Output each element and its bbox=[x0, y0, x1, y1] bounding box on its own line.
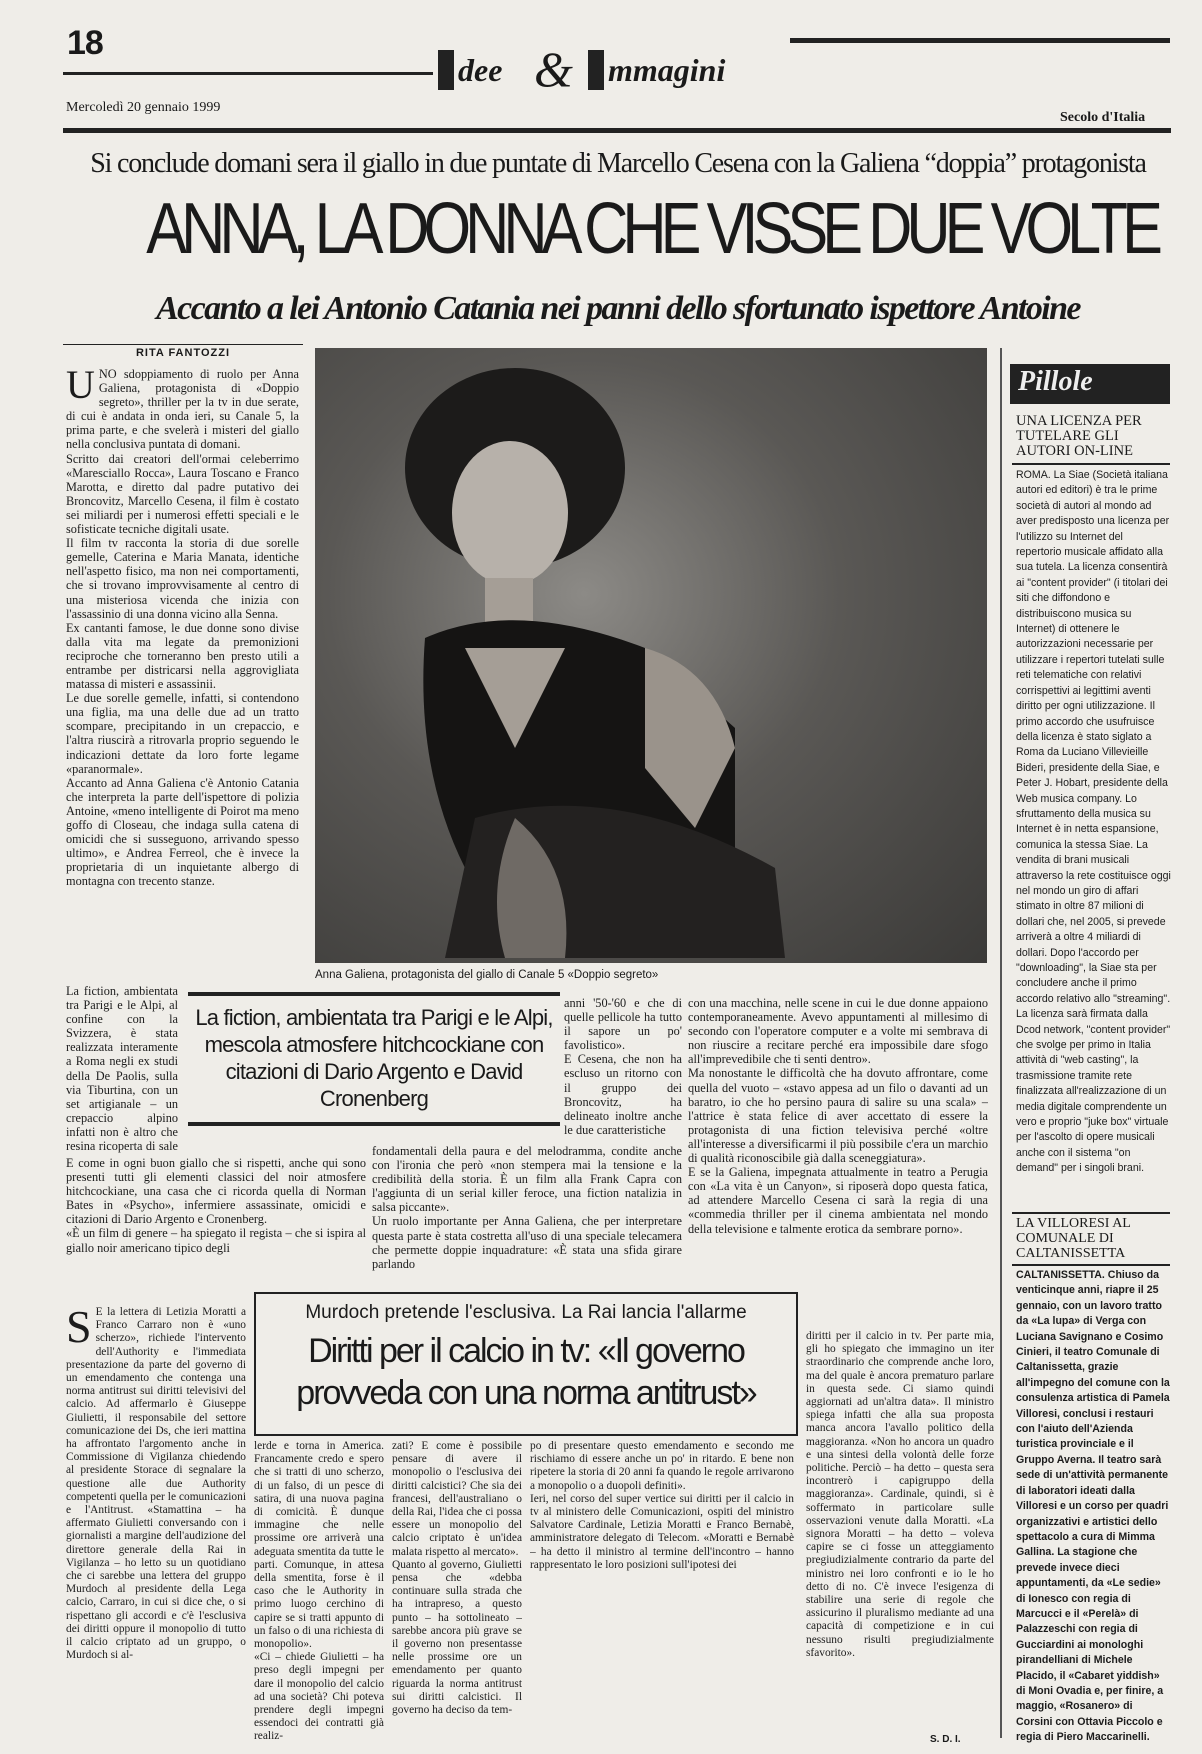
header-rule-right bbox=[790, 38, 1170, 43]
second-article-col-d: diritti per il calcio in tv. Per parte mia, gli ho spiegato che immagino un iter straordinario che comprende anche loro, ma del quale è ancora prematuro parlare in questa sede. Ci siamo quindi aggiornati ad un'altra data». Il ministro spiega infatti che alla sua proposta manca ancora l'avallo politico della maggioranza. «Non ho ancora un quadro e una sintesi della volontà delle forze politiche. Perciò – ha detto – questa sera incontrerò i capigruppo della maggioranza». Cardinale, quindi, si è soffermato in particolare sulle osservazioni venute dalla Moratti. «La signora Moratti – ha detto – voleva capire se ci fosse un atteggiamento pregiudizialmente contrario da parte del ministro nei loro confronti e io le ho detto di no. C'è invece l'esigenza di stabilire una serie di regole che assicurino il pluralismo mediante ad una capacità di competizione e in cui nessuno risulti pregiudizialmente sfavorito». bbox=[806, 1330, 994, 1659]
main-article-col1-text: NO sdoppiamento di ruolo per Anna Galiena, protagonista di «Doppio segreto», thriller per la tv in due serate, di cui è andata in onda ieri, su Canale 5, la prima parte, e che svelerà i misteri del giallo nella conclusiva puntata di domani. Scritto dai creatori dell'ormai celeberrimo «Maresciallo Rocca», Laura Toscano e Franco Marotta, e diretto dal padre putativo dei Broncovitz, Marcello Cesena, il film è costato sei miliardi per i numerosi effetti speciali e le sofisticate tecniche digitali usate. Il film tv racconta la storia di due sorelle gemelle, Caterina e Maria Manata, identiche nell'aspetto fisico, ma non nei comportamenti, che si trovano improvvisamente al centro di una misteriosa vicenda che inizia con l'assassinio di una donna vicino alla Senna. Ex cantanti famose, le due donne sono divise dalla vita ma legate da premonizioni reciproche che torneranno ben presto utili a entrambe per districarsi nella aggrovigliata matassa di misteri e assassinii. Le due sorelle gemelle, infatti, si contendono una figlia, ma una delle due ad un tratto scompare, precipitando in un crepaccio, e l'altra riuscirà a ritrovarla proprio seguendo le indicazioni dettate da loro forte legame «paranormale». Accanto ad Anna Galiena c'è Antonio Catania che interpreta la parte dell'ispettore di polizia Antoine, «meno intelligente di Poirot ma meno goffo di Closeau, che indaga sulla catena di omicidi che si susseguono, arrivando spesso ultimo», e Andrea Ferreol, che è invece la proprietaria di un inquietante albergo di montagna con trecento stanze. bbox=[66, 367, 299, 889]
section-title bbox=[438, 30, 778, 100]
main-subheadline: Accanto a lei Antonio Catania nei panni dello sfortunato ispettore Antoine bbox=[156, 290, 1080, 327]
portrait-silhouette bbox=[315, 348, 987, 963]
section-big-i bbox=[438, 50, 454, 90]
second-kicker: Murdoch pretende l'esclusiva. La Rai lancia l'allarme bbox=[305, 1302, 747, 1323]
pullquote-rule-bottom bbox=[188, 1122, 560, 1126]
pillole-logo bbox=[1010, 364, 1170, 404]
issue-date: Mercoledì 20 gennaio 1999 bbox=[66, 100, 221, 115]
paper-name: Secolo d'Italia bbox=[1060, 110, 1146, 125]
sidebar-item1-title: UNA LICENZA PER TUTELARE GLI AUTORI ON-LINE bbox=[1016, 413, 1142, 459]
photo-caption: Anna Galiena, protagonista del giallo di Canale 5 «Doppio segreto» bbox=[315, 969, 659, 981]
pullquote-rule-top bbox=[188, 992, 560, 996]
main-article-col1-bottom: E come in ogni buon giallo che si rispetti, anche qui sono presenti tutti gli elementi classici del noir atmosfere hitchcockiane, una casa che ci ricorda quella di Norman Bates in «Psycho», infermiere assassinate, omicidi e citazioni di Dario Argento e Cronenberg. «È un film di genere – ha spiegato il regista – che si ispira al giallo noir americano tipico degli bbox=[66, 1156, 366, 1255]
second-article-intro bbox=[66, 1306, 246, 1748]
main-article-col2-right: anni '50-'60 e che di quelle pellicole ha tutto il sapore un po' favolistico». E Cesena, che non ha escluso un ritorno con il gruppo dei Broncovitz, ha delineato inoltre anche le due caratteristiche bbox=[564, 996, 682, 1137]
photo-anna-galiena bbox=[315, 348, 987, 963]
second-article-col-c: po di presentare questo emendamento e secondo me rischiamo di essere anche un po' in ritardo. E bene non ripetere la storia di 20 anni fa quando le regole arrivarono a monopolio o a duopoli definiti». Ieri, nel corso del super vertice sui diritti per il calcio in tv al ministero delle Comunicazioni, ospiti del ministro Salvatore Cardinale, Letizia Moratti e Franco Bernabè, amministratore delegato di Telecom. «Moratti e Bernabè – ha detto il ministro al termine dell'incontro – hanno rappresentato le loro posizioni sull'ipotesi dei bbox=[530, 1440, 794, 1571]
section-ampersand: & bbox=[534, 41, 573, 97]
second-article-col-b: zati? E come è possibile pensare di avere il monopolio o l'esclusiva dei diritti calcistici? Che sia dei francesi, dell'australiano o della Rai, l'idea che ci possa essere un monopolio del calcio criptato è un'idea malata rispetto al mercato». Quanto al governo, Giulietti pensa che «debba continuare sulla strada che ha intrapreso, a questo punto – ha sottolineato – sarebbe ancora più grave se il governo non presentasse nelle prossime ore un emendamento per quanto riguarda la norma antitrust sui diritti calcistici. Il governo ha deciso da tem- bbox=[392, 1440, 522, 1717]
header-rule-left bbox=[63, 72, 433, 75]
second-drop-cap: S bbox=[66, 1306, 92, 1352]
main-article-col1-lower: La fiction, ambientata tra Parigi e le Alpi, al confine con la Svizzera, è stata realizzata interamente a Roma negli ex studi della De Paolis, sulla via Tiburtina, con un set artigianale – un crepaccio alpino infatti non è altro che resina ricoperta di sale bbox=[66, 984, 178, 1154]
pullquote: La fiction, ambientata tra Parigi e le Alpi, mescola atmosfere hitchcockiane con citazioni di Dario Argento e David Cronenberg bbox=[195, 1005, 553, 1111]
sidebar-item1-rule bbox=[1012, 463, 1170, 465]
sidebar-item2-rule bbox=[1012, 1264, 1170, 1266]
byline-rule bbox=[63, 344, 303, 345]
drop-cap: U bbox=[66, 367, 95, 407]
header-rule-bottom bbox=[63, 128, 1171, 133]
section-dee: dee bbox=[458, 52, 503, 88]
main-article-col2-bottom: fondamentali della paura e del melodramma, condite anche con l'ironia che però «non stempera mai la tensione e la credibilità della storia. È un film alla Frank Capra con l'aggiunta di un serial killer feroce, una fiction natalizia in salsa piccante». Un ruolo importante per Anna Galiena, che per interpretare questa parte è stata costretta all'uso di una speciale telecamera che permette doppie inquadrature: «È stata una sfida girare parlando bbox=[372, 1144, 682, 1271]
section-big-i-2 bbox=[588, 50, 604, 90]
main-article-col3: con una macchina, nelle scene in cui le due donne appaiono contemporaneamente. Avevo appuntamenti al millesimo di secondo con l'operatore computer e a volte mi sembrava di non riuscire a recitare perché era impossibile dare sfogo all'imprevedibile che ti senti dentro». Ma nonostante le difficoltà che ha dovuto affrontare, come quella del vuoto – «stavo appesa ad un filo o davanti ad un baratro, io che ho persino paura di salire su una scala» – l'attrice è stata felice di aver accettato di essere la protagonista di una fiction televisiva perché «oltre all'interesse a diversificarmi il più possibile c'era un marchio di qualità riconoscibile già dalla sceneggiatura». E se la Galiena, impegnata attualmente in teatro a Perugia con «La vita è un Canyon», si riposerà dopo questa fatica, ad attendere Marcello Cesena ci sarà la regia di una «commedia thriller per il cinema ambientata nel mondo della televisione e talmente erotica da sembrare porno». bbox=[688, 996, 988, 1236]
byline: RITA FANTOZZI bbox=[135, 347, 231, 359]
main-kicker: Si conclude domani sera il giallo in due puntate di Marcello Cesena con la Galiena “doppia” protagonista bbox=[90, 148, 1146, 179]
pillole-label: Pillole bbox=[1018, 366, 1093, 397]
sidebar-item1-text: ROMA. La Siae (Società italiana autori ed editori) è tra le prime società di autori al mondo ad aver predisposto una licenza per l'utilizzo su Internet del repertorio musicale affidato alla sua tutela. La licenza consentirà ai "content provider" (i titolari dei siti che diffondono e distribuiscono musica su Internet) di ottenere le autorizzazioni necessarie per utilizzare i repertori tutelati sulle reti telematiche con relativi corrispettivi ai legittimi aventi diritto per ogni utilizzazione. Il primo accordo che usufruisce della licenza è stato siglato a Roma da Luciano Villevieille Bideri, presidente della Siae, e Peter J. Hobart, presidente della Web musica company. Lo sfruttamento della musica su Internet è in netta espansione, comunica la stessa Siae. La vendita di brani musicali attraverso la rete costituisce oggi nel mondo un giro di affari stimato in oltre 87 milioni di dollari che, nel 2005, si prevede arriverà a oltre 4 miliardi di dollari. Dopo l'accordo per "downloading", la Siae sta per concludere anche il primo accordo relativo allo "streaming". La licenza sarà firmata dalla Dcod network, "content provider" che svolge per primo in Italia attività di "web casting", la trasmissione tramite rete finalizzata all'realizzazione di un media digitale comprendente un vero e proprio "juke box" virtuale per l'ascolto di opere musicali anche con il sistema "on demand" per i singoli brani. bbox=[1016, 469, 1171, 1175]
second-article-headline-box bbox=[254, 1292, 798, 1436]
sidebar-item2-rule-top bbox=[1012, 1212, 1170, 1214]
section-mmagini: mmagini bbox=[608, 52, 726, 88]
main-article-col1 bbox=[66, 367, 299, 979]
second-article-signature: S. D. I. bbox=[930, 1734, 961, 1745]
second-article-intro-text: E la lettera di Letizia Moratti a Franco Carraro non è «uno scherzo», richiede l'intervento dell'Authority e l'immediata presentazione da parte del governo di un emendamento che contenga una norma antitrust sui diritti televisivi del calcio. Ad affermarlo è Giuseppe Giulietti, il responsabile del settore comunicazione dei Ds, che ieri mattina ha affrontato l'argomento anche in Commissione di Vigilanza chiedendo al presidente Storace di segnalare la questione alle due Authority competenti quella per le comunicazioni e l'Antitrust. «Stamattina – ha affermato Giulietti conversando con i giornalisti a margine dell'audizione del direttore generale della Rai in Vigilanza – ho letto su un quotidiano che ci sarebbe una lettera del gruppo Murdoch al presidente della Lega calcio, Carraro, in cui si dice che, o si rispettano gli accordi e c'è l'esclusiva dei diritti oppure il monopolio di tutto il calcio criptato ad un gruppo, o Murdoch si al- bbox=[66, 1306, 246, 1662]
sidebar-item2-text: CALTANISSETTA. Chiuso da venticinque anni, riapre il 25 gennaio, con un lavoro tratto da «La lupa» di Verga con Luciana Savignano e Cosimo Cinieri, il teatro Comunale di Caltanissetta, grazie all'impegno del comune con la consulenza artistica di Pamela Villoresi, conclusi i restauri con l'aiuto dell'Azienda turistica provinciale e il Gruppo Averna. Il teatro sarà sede di un'attività permanente di laboratori ideati dalla Villoresi e un corso per quadri organizzativi e artistici dello spettacolo a cura di Mimma Gallina. La stagione che prevede invece dieci appuntamenti, da «Le sedie» di Ionesco con regia di Marcucci e il «Perelà» di Palazzeschi con regia di Gucciardini ai monologhi pirandelliani di Michele Placido, il «Cabaret yiddish» di Moni Ovadia e, per finire, a maggio, «Rosanero» di Corsini con Ottavia Piccolo e regia di Piero Maccarinelli. bbox=[1016, 1269, 1170, 1744]
sidebar-item2-title: LA VILLORESI AL COMUNALE DI CALTANISSETTA bbox=[1016, 1216, 1131, 1261]
second-headline: Diritti per il calcio in tv: «Il governo provveda con una norma antitrust» bbox=[296, 1332, 756, 1412]
page-number: 18 bbox=[67, 24, 103, 62]
main-headline: ANNA, LA DONNA CHE VISSE DUE VOLTE bbox=[146, 189, 1157, 269]
second-article-col-a: lerde e torna in America. Francamente credo e spero che si tratti di uno scherzo, di un falso, di un pesce di satira, di una nuova pagina di comicità. È dunque immagine che nelle prossime ore arriverà una adeguata smentita da tutte le parti. Comunque, in attesa della smentita, forse è il caso che le Authority in primo luogo cerchino di capire se si tratti appunto di un falso o di una richiesta di monopolio». «Ci – chiede Giulietti – ha preso degli impegni per dare il monopolio del calcio ad una società? Chi poteva prendere degli impegni essendoci dei contratti già realiz- bbox=[254, 1440, 384, 1743]
sidebar-divider bbox=[1000, 348, 1002, 1738]
